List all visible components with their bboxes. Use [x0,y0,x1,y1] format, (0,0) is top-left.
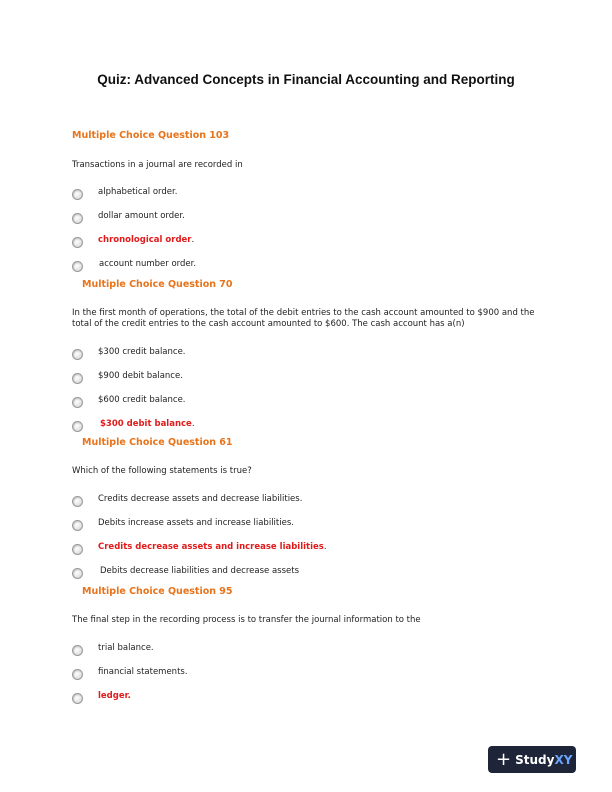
option-suffix: . [323,542,327,552]
question-text: Transactions in a journal are recorded in [72,160,243,170]
radio-button[interactable] [72,496,83,507]
option-label: Debits decrease liabilities and decrease assets [100,566,300,576]
radio-button[interactable] [72,568,83,579]
radio-button[interactable] [72,520,83,531]
radio-button[interactable] [72,349,83,360]
option-row[interactable] [72,565,472,579]
question-heading: Multiple Choice Question 61 [82,437,233,448]
option-label: Credits decrease assets and decrease liabilities. [98,494,303,504]
correct-answer-text: ledger. [98,691,131,701]
radio-button[interactable] [72,544,83,555]
option-row-correct[interactable] [72,690,472,704]
question-heading: Multiple Choice Question 95 [82,586,233,597]
brand-name-part2: XY [554,752,573,767]
question-text: In the first month of operations, the total of the debit entries to the cash account amounted to $900 and the total of the credit entries to the cash account amounted to $600. The cash account has a(n) [72,308,535,329]
option-row[interactable] [72,258,472,272]
radio-button[interactable] [72,213,83,224]
option-row[interactable] [72,370,472,384]
option-label: trial balance. [98,643,154,653]
option-row-correct[interactable] [72,541,472,555]
page-title: Quiz: Advanced Concepts in Financial Accounting and Reporting [97,72,515,87]
option-label: $900 debit balance. [98,371,183,381]
option-row[interactable] [72,346,472,360]
option-row[interactable] [72,210,472,224]
option-row[interactable] [72,517,472,531]
option-row[interactable] [72,493,472,507]
option-label: dollar amount order. [98,211,185,221]
option-label: account number order. [99,259,197,269]
option-label: financial statements. [98,667,188,677]
option-row-correct[interactable] [72,418,472,432]
radio-button[interactable] [72,189,83,200]
plus-icon: + [496,748,512,770]
question-heading: Multiple Choice Question 70 [82,279,233,290]
option-suffix: . [191,235,195,245]
studyxy-logo-badge[interactable] [488,746,576,773]
radio-button[interactable] [72,397,83,408]
option-row[interactable] [72,186,472,200]
option-label: alphabetical order. [98,187,178,197]
question-text: The final step in the recording process is to transfer the journal information to the [72,615,421,625]
option-row[interactable] [72,394,472,408]
radio-button[interactable] [72,421,83,432]
option-row[interactable] [72,642,472,656]
option-row-correct[interactable] [72,234,472,248]
correct-answer-text: Credits decrease assets and increase liabilities [98,542,324,552]
option-suffix: . [191,419,195,429]
radio-button[interactable] [72,237,83,248]
radio-button[interactable] [72,669,83,680]
question-heading: Multiple Choice Question 103 [72,130,230,141]
option-label-correct [100,418,195,430]
brand-name-part1: Study [515,752,555,767]
option-label-correct [98,541,327,553]
question-text: Which of the following statements is true? [72,466,252,476]
option-label: $600 credit balance. [98,395,186,405]
option-row[interactable] [72,666,472,680]
correct-answer-text: chronological order [98,235,192,245]
correct-answer-text: $300 debit balance [100,419,192,429]
radio-button[interactable] [72,261,83,272]
radio-button[interactable] [72,373,83,384]
brand-name [515,753,572,767]
option-label: $300 credit balance. [98,347,186,357]
radio-button[interactable] [72,693,83,704]
radio-button[interactable] [72,645,83,656]
option-label-correct [98,234,194,246]
option-label: Debits increase assets and increase liabilities. [98,518,294,528]
